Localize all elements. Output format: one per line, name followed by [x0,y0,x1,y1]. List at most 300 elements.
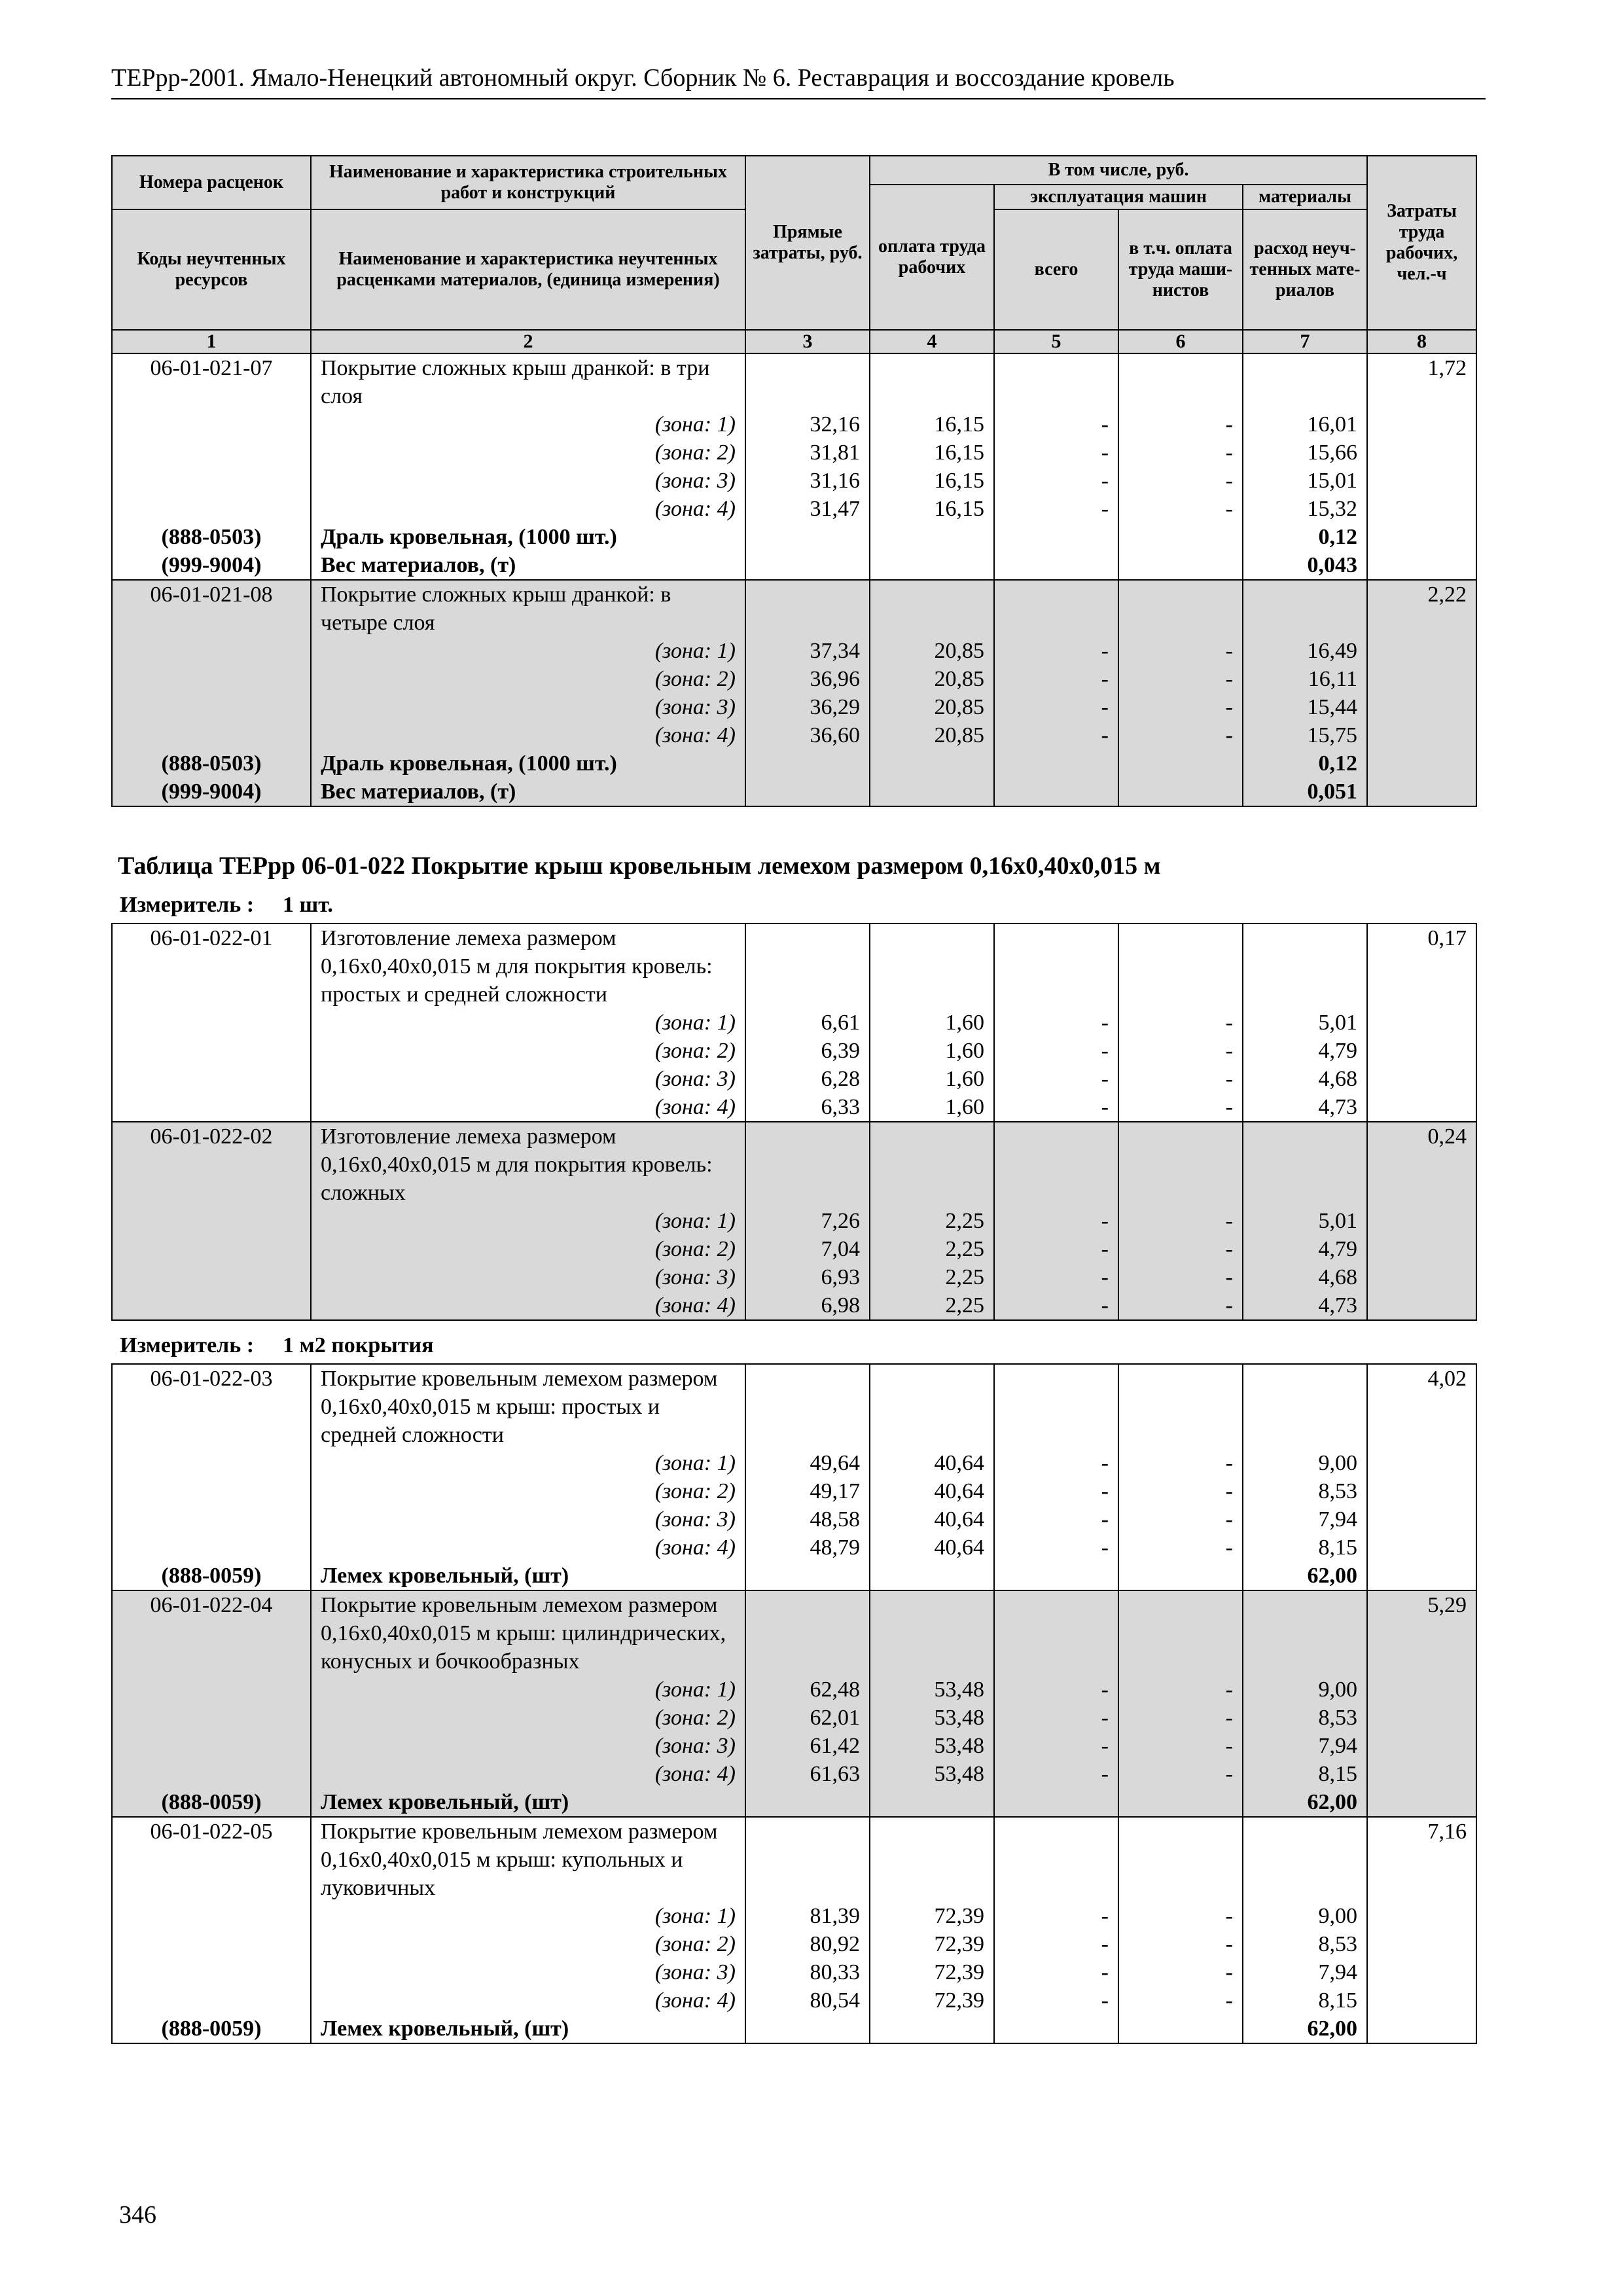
direct-cost: 62,48 [745,1676,870,1704]
materials-cost: 4,73 [1243,1291,1367,1320]
zone-label: (зона: 2) [311,1930,745,1958]
col-number: 5 [994,330,1118,353]
header-codes-top: Номера расценок [112,156,311,209]
wages-cost: 2,25 [870,1207,994,1235]
empty-cell [1367,665,1476,693]
empty-cell [1367,523,1476,551]
materials-cost: 15,01 [1243,467,1367,495]
machines-cost: - [994,495,1118,523]
direct-cost: 7,26 [745,1207,870,1235]
zone-row [112,721,1476,749]
machines-cost: - [994,1093,1118,1122]
empty-cell [1367,1505,1476,1534]
empty-cell [112,665,311,693]
wages-cost: 53,48 [870,1704,994,1732]
col-number: 3 [745,330,870,353]
empty-cell [745,924,870,1009]
rate-row [112,1122,1476,1207]
empty-cell [112,410,311,439]
machines-cost: - [994,1676,1118,1704]
unit-of-measure-2 [120,1332,434,1359]
zone-row [112,1732,1476,1760]
empty-cell [1367,410,1476,439]
labor-cost: 0,24 [1367,1122,1476,1207]
rate-row [112,353,1476,410]
resource-name: Драль кровельная, (1000 шт.) [311,749,745,778]
empty-cell [745,1364,870,1449]
wages-cost: 20,85 [870,665,994,693]
resource-code: (888-0503) [112,523,311,551]
zone-row [112,1930,1476,1958]
zone-label: (зона: 3) [311,1958,745,1986]
direct-cost: 7,04 [745,1235,870,1263]
resource-code: (888-0059) [112,1788,311,1817]
machines-cost: - [994,467,1118,495]
machinist-wages: - [1118,1065,1243,1093]
machinist-wages: - [1118,721,1243,749]
materials-cost: 8,15 [1243,1986,1367,2015]
rate-code: 06-01-022-01 [112,924,311,1009]
machines-cost: - [994,1235,1118,1263]
empty-cell [1367,749,1476,778]
wages-cost: 53,48 [870,1760,994,1788]
wages-cost: 1,60 [870,1093,994,1122]
empty-cell [112,1291,311,1320]
empty-cell [1367,1291,1476,1320]
empty-cell [1118,523,1243,551]
zone-row [112,1958,1476,1986]
empty-cell [112,1009,311,1037]
empty-cell [112,1760,311,1788]
empty-cell [870,1364,994,1449]
zone-label: (зона: 3) [311,1065,745,1093]
empty-cell [745,2015,870,2043]
machinist-wages: - [1118,1534,1243,1562]
rate-name: Изготовление лемеха размером 0,16х0,40х0,015 м для покрытия кровель: простых и средней сложности [311,924,745,1009]
machinist-wages: - [1118,1263,1243,1291]
header-materials-group: материалы [1243,185,1367,209]
empty-cell [112,1676,311,1704]
wages-cost: 16,15 [870,467,994,495]
materials-cost: 15,75 [1243,721,1367,749]
zone-label: (зона: 3) [311,1263,745,1291]
col-number: 8 [1367,330,1476,353]
empty-cell [1367,1676,1476,1704]
materials-cost: 8,15 [1243,1534,1367,1562]
zone-row [112,1037,1476,1065]
zone-row [112,637,1476,665]
header-direct-costs: Прямые затраты, руб. [745,156,870,330]
empty-cell [870,1562,994,1590]
machinist-wages: - [1118,693,1243,721]
empty-cell [745,1788,870,1817]
materials-cost: 4,79 [1243,1037,1367,1065]
empty-cell [1367,1207,1476,1235]
col-number: 1 [112,330,311,353]
empty-cell [994,749,1118,778]
direct-cost: 49,17 [745,1477,870,1505]
labor-cost: 7,16 [1367,1817,1476,1902]
empty-cell [870,1788,994,1817]
resource-row [112,749,1476,778]
empty-cell [1367,1263,1476,1291]
zone-row [112,467,1476,495]
direct-cost: 81,39 [745,1902,870,1930]
machinist-wages: - [1118,467,1243,495]
rate-code: 06-01-022-03 [112,1364,311,1449]
resource-code: (888-0059) [112,2015,311,2043]
empty-cell [1243,1364,1367,1449]
empty-cell [994,1562,1118,1590]
machines-cost: - [994,1291,1118,1320]
empty-cell [112,1263,311,1291]
direct-cost: 31,81 [745,439,870,467]
zone-row [112,410,1476,439]
empty-cell [1243,1122,1367,1207]
wages-cost: 1,60 [870,1065,994,1093]
direct-cost: 6,28 [745,1065,870,1093]
empty-cell [1118,1364,1243,1449]
machines-cost: - [994,665,1118,693]
wages-cost: 2,25 [870,1263,994,1291]
machines-cost: - [994,1207,1118,1235]
header-name-bottom: Наименование и характеристика неучтенных расценками материалов, (единица измерения) [311,209,745,330]
machines-cost: - [994,1037,1118,1065]
machinist-wages: - [1118,439,1243,467]
resource-name: Вес материалов, (т) [311,551,745,580]
zone-row [112,1760,1476,1788]
rate-code: 06-01-022-02 [112,1122,311,1207]
resource-row [112,523,1476,551]
machines-cost: - [994,1065,1118,1093]
empty-cell [112,693,311,721]
empty-cell [112,439,311,467]
empty-cell [1118,1817,1243,1902]
empty-cell [112,1037,311,1065]
machines-cost: - [994,1732,1118,1760]
wages-cost: 20,85 [870,637,994,665]
empty-cell [1118,1788,1243,1817]
empty-cell [994,1788,1118,1817]
materials-cost: 4,68 [1243,1263,1367,1291]
zone-row [112,1902,1476,1930]
empty-cell [745,1562,870,1590]
rate-row [112,1817,1476,1902]
rate-name: Покрытие сложных крыш дранкой: в четыре слоя [311,580,745,637]
zone-label: (зона: 1) [311,410,745,439]
empty-cell [112,1235,311,1263]
empty-cell [1118,924,1243,1009]
empty-cell [1367,778,1476,806]
machines-cost: - [994,1930,1118,1958]
empty-cell [994,1590,1118,1676]
zone-label: (зона: 3) [311,693,745,721]
machinist-wages: - [1118,1449,1243,1477]
wages-cost: 1,60 [870,1037,994,1065]
machines-cost: - [994,439,1118,467]
materials-cost: 7,94 [1243,1505,1367,1534]
zone-label: (зона: 1) [311,1902,745,1930]
zone-label: (зона: 3) [311,1505,745,1534]
machines-cost: - [994,693,1118,721]
empty-cell [994,523,1118,551]
zone-row [112,1704,1476,1732]
header-materials: расход неуч-тенных мате-риалов [1243,209,1367,330]
zone-label: (зона: 3) [311,467,745,495]
empty-cell [994,1364,1118,1449]
resource-row [112,1788,1476,1817]
empty-cell [112,1207,311,1235]
wages-cost: 40,64 [870,1477,994,1505]
rate-name: Покрытие кровельным лемехом размером 0,16х0,40х0,015 м крыш: купольных и луковичных [311,1817,745,1902]
materials-cost: 8,53 [1243,1477,1367,1505]
direct-cost: 80,92 [745,1930,870,1958]
empty-cell [1118,1562,1243,1590]
unit-value: 1 м2 покрытия [283,1333,434,1357]
machinist-wages: - [1118,1235,1243,1263]
zone-label: (зона: 4) [311,1986,745,2015]
empty-cell [994,1122,1118,1207]
empty-cell [1367,1930,1476,1958]
empty-cell [1367,1958,1476,1986]
empty-cell [112,1986,311,2015]
col-number: 4 [870,330,994,353]
wages-cost: 40,64 [870,1505,994,1534]
empty-cell [745,523,870,551]
labor-cost: 0,17 [1367,924,1476,1009]
rate-row [112,1590,1476,1676]
zone-row [112,1449,1476,1477]
empty-cell [994,353,1118,410]
wages-cost: 20,85 [870,693,994,721]
empty-cell [1243,353,1367,410]
machinist-wages: - [1118,1986,1243,2015]
resource-quantity: 0,12 [1243,523,1367,551]
empty-cell [870,749,994,778]
empty-cell [1367,637,1476,665]
zone-row [112,1676,1476,1704]
machines-cost: - [994,1263,1118,1291]
materials-cost: 16,01 [1243,410,1367,439]
empty-cell [1367,439,1476,467]
zone-row [112,1505,1476,1534]
machinist-wages: - [1118,1093,1243,1122]
rate-code: 06-01-022-04 [112,1590,311,1676]
zone-label: (зона: 2) [311,439,745,467]
empty-cell [870,353,994,410]
direct-cost: 48,79 [745,1534,870,1562]
machinist-wages: - [1118,665,1243,693]
resource-name: Лемех кровельный, (шт) [311,1562,745,1590]
empty-cell [745,1590,870,1676]
direct-cost: 32,16 [745,410,870,439]
machines-cost: - [994,1986,1118,2015]
empty-cell [112,1449,311,1477]
resource-name: Драль кровельная, (1000 шт.) [311,523,745,551]
direct-cost: 36,29 [745,693,870,721]
wages-cost: 20,85 [870,721,994,749]
empty-cell [1243,1590,1367,1676]
wages-cost: 72,39 [870,1930,994,1958]
zone-label: (зона: 2) [311,1235,745,1263]
zone-row [112,1986,1476,2015]
zone-label: (зона: 1) [311,637,745,665]
wages-cost: 40,64 [870,1534,994,1562]
wages-cost: 72,39 [870,1986,994,2015]
zone-label: (зона: 1) [311,1449,745,1477]
empty-cell [870,1590,994,1676]
resource-row [112,1562,1476,1590]
empty-cell [1367,721,1476,749]
direct-cost: 6,33 [745,1093,870,1122]
empty-cell [745,353,870,410]
empty-cell [112,1704,311,1732]
resource-quantity: 0,043 [1243,551,1367,580]
direct-cost: 80,54 [745,1986,870,2015]
rates-table-06-01-022-a [111,923,1477,1321]
empty-cell [870,924,994,1009]
rate-row [112,580,1476,637]
empty-cell [1118,2015,1243,2043]
resource-code: (888-0503) [112,749,311,778]
machines-cost: - [994,1534,1118,1562]
rates-table-header [111,155,1477,807]
zone-label: (зона: 2) [311,1477,745,1505]
unit-label: Измеритель : [120,893,255,917]
materials-cost: 15,32 [1243,495,1367,523]
rate-name: Покрытие сложных крыш дранкой: в три слоя [311,353,745,410]
zone-label: (зона: 4) [311,1093,745,1122]
rate-code: 06-01-021-07 [112,353,311,410]
empty-cell [1367,693,1476,721]
resource-quantity: 62,00 [1243,2015,1367,2043]
table-body-022-b [112,1364,1476,2043]
direct-cost: 80,33 [745,1958,870,1986]
rate-code: 06-01-022-05 [112,1817,311,1902]
empty-cell [1118,580,1243,637]
empty-cell [994,2015,1118,2043]
machinist-wages: - [1118,1930,1243,1958]
empty-cell [870,2015,994,2043]
materials-cost: 5,01 [1243,1009,1367,1037]
empty-cell [745,778,870,806]
machinist-wages: - [1118,1037,1243,1065]
zone-row [112,1477,1476,1505]
empty-cell [112,1534,311,1562]
empty-cell [1367,1788,1476,1817]
zone-label: (зона: 1) [311,1009,745,1037]
zone-label: (зона: 4) [311,495,745,523]
header-wages: оплата труда рабочих [870,185,994,330]
running-header: ТЕРрр-2001. Ямало-Ненецкий автономный округ. Сборник № 6. Реставрация и воссоздание кровель [111,63,1486,99]
rate-row [112,924,1476,1009]
empty-cell [1367,1065,1476,1093]
empty-cell [745,749,870,778]
unit-label: Измеритель : [120,1333,255,1357]
empty-cell [1118,551,1243,580]
empty-cell [745,1122,870,1207]
empty-cell [994,924,1118,1009]
empty-cell [1118,1122,1243,1207]
empty-cell [1367,551,1476,580]
empty-cell [1243,924,1367,1009]
empty-cell [1367,1534,1476,1562]
empty-cell [1367,1986,1476,2015]
machinist-wages: - [1118,1958,1243,1986]
materials-cost: 15,66 [1243,439,1367,467]
machines-cost: - [994,1704,1118,1732]
wages-cost: 16,15 [870,410,994,439]
resource-quantity: 62,00 [1243,1788,1367,1817]
materials-cost: 8,53 [1243,1704,1367,1732]
empty-cell [1367,1009,1476,1037]
header-machines-group: эксплуатация машин [994,185,1243,209]
zone-label: (зона: 4) [311,721,745,749]
machines-cost: - [994,1449,1118,1477]
zone-row [112,1534,1476,1562]
labor-cost: 2,22 [1367,580,1476,637]
table-body-021 [112,353,1476,806]
empty-cell [994,1817,1118,1902]
zone-row [112,665,1476,693]
empty-cell [1367,495,1476,523]
zone-row [112,1263,1476,1291]
empty-cell [1118,353,1243,410]
direct-cost: 31,16 [745,467,870,495]
col-number: 2 [311,330,745,353]
direct-cost: 48,58 [745,1505,870,1534]
empty-cell [112,495,311,523]
labor-cost: 5,29 [1367,1590,1476,1676]
page-number: 346 [119,2201,156,2229]
zone-row [112,495,1476,523]
direct-cost: 36,96 [745,665,870,693]
zone-row [112,693,1476,721]
empty-cell [1367,1477,1476,1505]
labor-cost: 4,02 [1367,1364,1476,1449]
machinist-wages: - [1118,1477,1243,1505]
empty-cell [112,1065,311,1093]
empty-cell [870,778,994,806]
materials-cost: 9,00 [1243,1676,1367,1704]
empty-cell [994,778,1118,806]
direct-cost: 6,98 [745,1291,870,1320]
wages-cost: 2,25 [870,1235,994,1263]
zone-row [112,1207,1476,1235]
machines-cost: - [994,637,1118,665]
resource-row [112,778,1476,806]
empty-cell [112,1093,311,1122]
wages-cost: 16,15 [870,495,994,523]
materials-cost: 4,68 [1243,1065,1367,1093]
direct-cost: 62,01 [745,1704,870,1732]
resource-quantity: 62,00 [1243,1562,1367,1590]
header-machinist-wages: в т.ч. оплата труда маши-нистов [1118,209,1243,330]
rate-name: Покрытие кровельным лемехом размером 0,16х0,40х0,015 м крыш: простых и средней сложности [311,1364,745,1449]
materials-cost: 8,53 [1243,1930,1367,1958]
zone-label: (зона: 1) [311,1207,745,1235]
resource-row [112,2015,1476,2043]
materials-cost: 8,15 [1243,1760,1367,1788]
wages-cost: 1,60 [870,1009,994,1037]
machinist-wages: - [1118,1505,1243,1534]
materials-cost: 5,01 [1243,1207,1367,1235]
zone-label: (зона: 2) [311,665,745,693]
empty-cell [870,551,994,580]
materials-cost: 7,94 [1243,1958,1367,1986]
empty-cell [112,1902,311,1930]
machinist-wages: - [1118,1732,1243,1760]
